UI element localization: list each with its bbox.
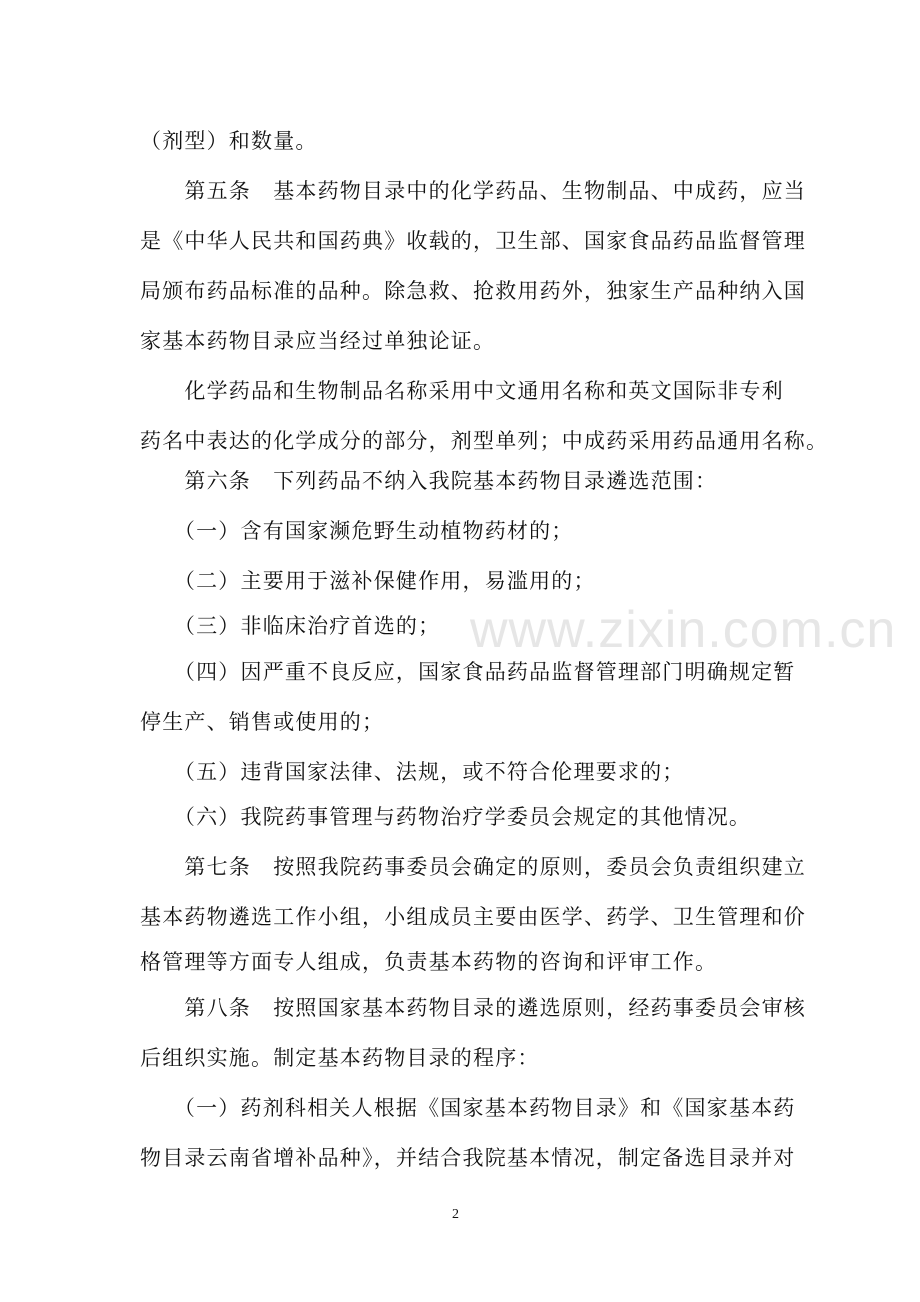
- text-line: 是《中华人民共和国药典》收载的，卫生部、国家食品药品监督管理: [140, 229, 806, 253]
- text-line: （四）因严重不良反应，国家食品药品监督管理部门明确规定暂: [140, 660, 796, 684]
- text-line: （六）我院药事管理与药物治疗学委员会规定的其他情况。: [140, 805, 752, 829]
- watermark: www.zixin.com.cn: [470, 601, 897, 659]
- text-line: （一）含有国家濒危野生动植物药材的；: [140, 519, 574, 543]
- text-line: 第七条 按照我院药事委员会确定的原则，委员会负责组织建立: [140, 855, 806, 879]
- text-line: （二）主要用于滋补保健作用，易滥用的；: [140, 569, 596, 593]
- text-line: 局颁布药品标准的品种。除急救、抢救用药外，独家生产品种纳入国: [140, 279, 806, 303]
- text-line: 第五条 基本药物目录中的化学药品、生物制品、中成药，应当: [140, 179, 806, 203]
- text-line: 基本药物遴选工作小组，小组成员主要由医学、药学、卫生管理和价: [140, 905, 806, 929]
- text-line: （三）非临床治疗首选的；: [140, 614, 441, 638]
- text-line: 化学药品和生物制品名称采用中文通用名称和英文国际非专利: [140, 379, 784, 403]
- text-line: 家基本药物目录应当经过单独论证。: [140, 329, 496, 353]
- text-line: 后组织实施。制定基本药物目录的程序：: [140, 1046, 540, 1070]
- text-line: 格管理等方面专人组成，负责基本药物的咨询和评审工作。: [140, 950, 718, 974]
- page-number: 2: [452, 1207, 459, 1222]
- text-line: （剂型）和数量。: [140, 129, 318, 153]
- text-line: 第六条 下列药品不纳入我院基本药物目录遴选范围：: [140, 469, 718, 493]
- text-line: 药名中表达的化学成分的部分，剂型单列；中成药采用药品通用名称。: [140, 429, 829, 453]
- text-line: （五）违背国家法律、法规，或不符合伦理要求的；: [140, 760, 685, 784]
- text-line: 物目录云南省增补品种》，并结合我院基本情况，制定备选目录并对: [140, 1146, 796, 1170]
- text-line: 停生产、销售或使用的；: [140, 710, 385, 734]
- text-line: 第八条 按照国家基本药物目录的遴选原则，经药事委员会审核: [140, 996, 806, 1020]
- text-line: （一）药剂科相关人根据《国家基本药物目录》和《国家基本药: [140, 1096, 796, 1120]
